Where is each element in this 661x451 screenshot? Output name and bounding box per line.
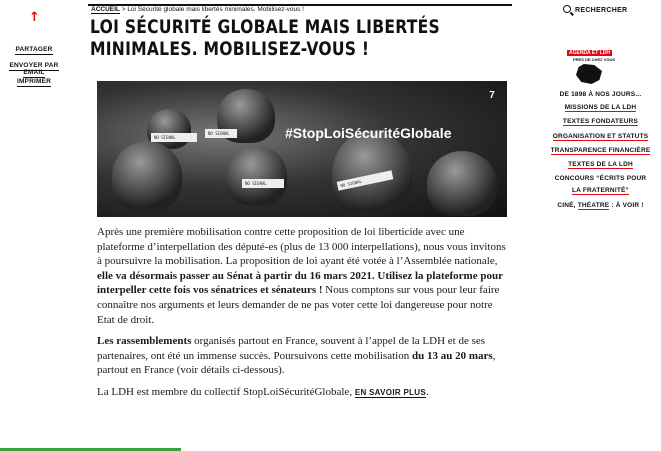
link-transparence-label[interactable]: TRANSPARENCE FINANCIÈRE bbox=[550, 147, 651, 154]
share-link-label[interactable]: PARTAGER bbox=[15, 46, 53, 53]
concours-line1[interactable]: CONCOURS “ÉCRITS POUR bbox=[554, 175, 647, 182]
france-map-icon bbox=[576, 64, 602, 84]
link-textes-ldh-label[interactable]: TEXTES DE LA LDH bbox=[568, 161, 633, 168]
cine-label[interactable]: CINÉ, bbox=[557, 202, 578, 209]
article-body bbox=[97, 225, 509, 408]
link-organisation-label[interactable]: ORGANISATION ET STATUTS bbox=[552, 133, 649, 140]
bold-text: du 13 au 20 mars bbox=[411, 349, 493, 362]
helmet-shape bbox=[112, 141, 182, 211]
link-history-label[interactable]: DE 1898 À NOS JOURS... bbox=[559, 91, 642, 98]
link-transparence[interactable] bbox=[540, 147, 661, 154]
link-organisation[interactable] bbox=[540, 133, 661, 140]
theatre-label[interactable]: THÉATRE bbox=[577, 202, 610, 209]
link-missions[interactable] bbox=[540, 104, 661, 111]
agenda-sublabel: PRÈS DE CHEZ VOUS bbox=[573, 57, 616, 62]
paragraph-text: Nous comptons sur vous pour leur faire connaître nos arguments et leurs demander de ne pas voter cette loi dangereuse pour notre Etat de droit. bbox=[97, 284, 500, 326]
agenda-label: AGENDA ET LDH bbox=[569, 50, 610, 56]
search-button[interactable] bbox=[563, 5, 627, 14]
page-title: LOI SÉCURITÉ GLOBALE MAIS LIBERTÉS MINIMALES. MOBILISEZ-VOUS ! bbox=[90, 16, 441, 60]
link-history[interactable] bbox=[540, 91, 661, 98]
link-textes-fondateurs-label[interactable]: TEXTES FONDATEURS bbox=[562, 118, 639, 125]
search-icon bbox=[563, 5, 571, 13]
print-link[interactable] bbox=[0, 78, 68, 85]
link-textes-fondateurs[interactable] bbox=[540, 118, 661, 125]
link-missions-label[interactable]: MISSIONS DE LA LDH bbox=[564, 104, 637, 111]
hero-logo-mark: 7 bbox=[489, 90, 495, 101]
article-paragraph bbox=[97, 225, 509, 327]
agenda-ldh-banner[interactable] bbox=[566, 42, 616, 86]
collectif-text: La LDH est membre du collectif StopLoiSécuritéGlobale, bbox=[97, 385, 355, 398]
paragraph-text: , partout en France (voir détails ci-dessous). bbox=[97, 349, 496, 377]
bold-text: Les rassemblements bbox=[97, 335, 192, 348]
link-concours[interactable] bbox=[540, 175, 661, 182]
breadcrumb-current: Loi Sécurité globale mais libertés minimales. Mobilisez-vous ! bbox=[127, 6, 304, 13]
paragraph-text: organisés partout en France, souvent à l’appel de la LDH et de ses partenaires, ont été un immense succès. Poursuivons cette mobilisation bbox=[97, 335, 486, 362]
hero-logo bbox=[485, 91, 499, 101]
helmet-shape bbox=[227, 146, 287, 206]
no-signal-tag: NO SIGNAL bbox=[205, 129, 237, 138]
link-textes-ldh[interactable] bbox=[540, 161, 661, 168]
no-signal-tag: NO SIGNAL bbox=[242, 179, 284, 188]
hero-image bbox=[97, 81, 507, 217]
share-link[interactable] bbox=[0, 46, 68, 53]
no-signal-tag: NO SIGNAL bbox=[151, 133, 197, 142]
link-concours-line2[interactable] bbox=[540, 187, 661, 194]
email-link-label[interactable]: ENVOYER PAR EMAIL bbox=[9, 62, 59, 76]
search-label: RECHERCHER bbox=[575, 7, 628, 14]
article-paragraph-last bbox=[97, 385, 509, 401]
link-cine-theatre[interactable] bbox=[540, 202, 661, 209]
paragraph-suffix: . bbox=[426, 385, 429, 398]
breadcrumb-separator: > bbox=[119, 6, 128, 13]
print-link-label[interactable]: IMPRIMER bbox=[16, 78, 52, 85]
no-signal-tag: NO SIGNAL bbox=[337, 170, 394, 190]
breadcrumb-home-link[interactable]: ACCUEIL bbox=[91, 6, 120, 13]
hero-hashtag: #StopLoiSécuritéGlobale bbox=[285, 125, 452, 141]
en-savoir-plus-link[interactable]: EN SAVOIR PLUS bbox=[354, 387, 426, 397]
email-link[interactable] bbox=[0, 62, 68, 76]
cine-suffix: : À VOIR ! bbox=[609, 202, 644, 209]
bold-text: elle va désormais passer au Sénat à partir du 16 mars 2021. Utilisez la plateforme pour interpeller cette fois vos sénatrices et sénateurs ! bbox=[97, 269, 503, 297]
paragraph-text: Après une première mobilisation contre cette proposition de loi liberticide avec une plateforme d’interpellation des député-es (plus de 13 000 interpellations), nous vous invitons à poursuivre la mobilisation. La proposition de loi ayant été votée à l’Assemblée nationale, bbox=[97, 226, 506, 268]
article-paragraph bbox=[97, 334, 509, 378]
up-arrow-icon[interactable]: ↑ bbox=[29, 10, 40, 25]
helmet-shape bbox=[427, 151, 497, 216]
concours-line2[interactable]: LA FRATERNITÉ” bbox=[572, 187, 629, 194]
breadcrumb bbox=[91, 6, 304, 13]
